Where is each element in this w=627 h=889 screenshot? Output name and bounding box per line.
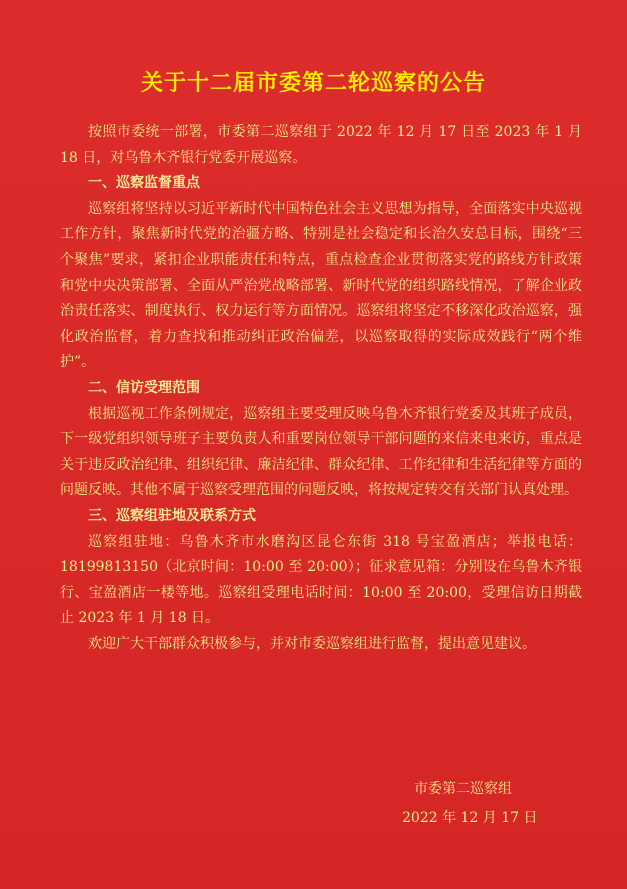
section-text-supervision-focus: 巡察组将坚持以习近平新时代中国特色社会主义思想为指导，全面落实中央巡视工作方针，聚焦新时代党的治疆方略、特别是社会稳定和长治久安总目标，围绕“三个聚焦”要求，紧扣企业职能责任和特点，重点检查企业贯彻落实党的路线方针政策和党中央决策部署、全面从严治党战略部署、新时代党的组织路线情况，了解企业政治责任落实、制度执行、权力运行等方面情况。巡察组将坚定不移深化政治巡察，强化政治监督，着力查找和推动纠正政治偏差，以巡察取得的实际成效践行“两个维护”。 xyxy=(60,200,582,371)
announcement-body xyxy=(60,120,582,657)
section-text-contact-info: 巡察组驻地：乌鲁木齐市水磨沟区昆仑东街 318 号宝盈酒店；举报电话：18199813150（北京时间：10:00 至 20:00）；征求意见箱：分别设在乌鲁木齐银行、宝盈酒店一楼等地。巡察组受理电话时间：10:00 至 20:00，受理信访日期截止 2023 年 1 月 18 日。 xyxy=(60,533,582,627)
section-text-petition-scope: 根据巡视工作条例规定，巡察组主要受理反映乌鲁木齐银行党委及其班子成员，下一级党组织领导班子主要负责人和重要岗位领导干部问题的来信来电来访，重点是关于违反政治纪律、组织纪律、廉洁纪律、群众纪律、工作纪律和生活纪律等方面的问题反映。其他不属于巡察受理范围的问题反映，将按规定转交有关部门认真处理。 xyxy=(60,405,582,499)
signature-date: 2022 年 12 月 17 日 xyxy=(402,810,538,826)
closing-paragraph: 欢迎广大干部群众积极参与，并对市委巡察组进行监督，提出意见建议。 xyxy=(88,635,536,652)
intro-paragraph: 按照市委统一部署，市委第二巡察组于 2022 年 12 月 17 日至 2023 年 1 月 18 日，对乌鲁木齐银行党委开展巡察。 xyxy=(60,124,582,166)
section-heading-supervision-focus: 一、巡察监督重点 xyxy=(88,175,200,192)
announcement-title: 关于十二届市委第二轮巡察的公告 xyxy=(140,70,486,96)
section-heading-contact-info: 三、巡察组驻地及联系方式 xyxy=(88,507,256,524)
section-heading-petition-scope: 二、信访受理范围 xyxy=(88,379,200,396)
signature-org: 市委第二巡察组 xyxy=(414,781,512,797)
